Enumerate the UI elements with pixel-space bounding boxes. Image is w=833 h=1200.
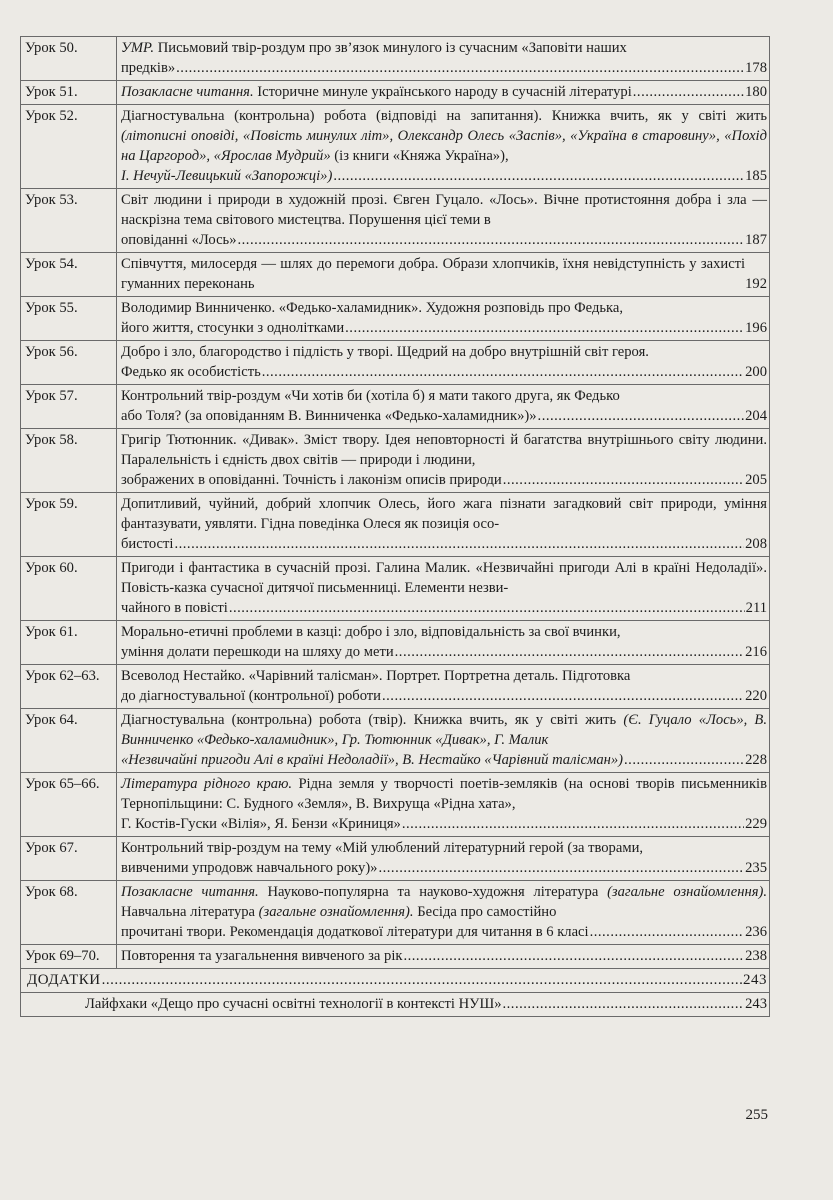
lesson-description: Література рідного краю. Рідна земля у творчості поетів-земляків (на основі творів письменників Тернопільщини: С. Будного «Земля», В. Вихруща «Рідна хата», Г. Костів-Гуски «Вілія», Я. Бензи «Криниця» ..... 229: [117, 773, 770, 837]
lesson-description: Григір Тютюнник. «Дивак». Зміст твору. Ідея неповторності й багатства внутрішнього світу людини. Паралельність і єдність двох світів — природи і людини, зображених в оповіданні. Точність і лаконізм описів природи ..... 205: [117, 429, 770, 493]
lesson-description: Володимир Винниченко. «Федько-халамидник». Художня розповідь про Федька, його життя, стосунки з однолітками ..... 196: [117, 297, 770, 341]
lesson-description: Допитливий, чуйний, добрий хлопчик Олесь, його жага пізнати загадковий світ природи, уміння фантазувати, уявляти. Гідна поведінка Олеся як позиція осо- бистості ..... 208: [117, 493, 770, 557]
lesson-label: Урок 64.: [21, 709, 117, 773]
lesson-row: [21, 881, 770, 945]
lesson-description: Діагностувальна (контрольна) робота (відповіді на запитання). Книжка вчить, як у світі жить (літописні оповіді, «Повість минулих літ», Олександр Олесь «Заспів», «Україна в старовину», «Похід на Царгород», «Ярослав Мудрий» (із книги «Княжа Україна»), І. Нечуй-Левицький «Запорожці») ..... 185: [117, 105, 770, 189]
lesson-description: Діагностувальна (контрольна) робота (твір). Книжка вчить, як у світі жить (Є. Гуцало «Лось», В. Винниченко «Федько-халамидник», Гр. Тютюнник «Дивак», Г. Малик «Незвичайні пригоди Алі в країні Недоладії», В. Нестайко «Чарівний талісман») ..... 228: [117, 709, 770, 773]
lesson-row: [21, 709, 770, 773]
page-ref: 236: [745, 924, 767, 940]
page-ref: 178: [745, 60, 767, 76]
lesson-label: Урок 56.: [21, 341, 117, 385]
lifehacks-cell: Лайфхаки «Дещо про сучасні освітні технології в контексті НУШ» ..... 243: [21, 993, 770, 1017]
lesson-label: Урок 53.: [21, 189, 117, 253]
lesson-row: [21, 37, 770, 81]
page-ref: 243: [743, 972, 767, 988]
lesson-label: Урок 67.: [21, 837, 117, 881]
lesson-label: Урок 69–70.: [21, 945, 117, 969]
lesson-row: [21, 189, 770, 253]
lesson-row: [21, 945, 770, 969]
lesson-description: Повторення та узагальнення вивченого за рік ..... 238: [117, 945, 770, 969]
lesson-label: Урок 58.: [21, 429, 117, 493]
page-ref: 220: [745, 688, 767, 704]
page-ref: 187: [745, 232, 767, 248]
lesson-label: Урок 65–66.: [21, 773, 117, 837]
page-ref: 216: [745, 644, 767, 660]
lesson-description: Пригоди і фантастика в сучасній прозі. Галина Малик. «Незвичайні пригоди Алі в країні Недоладії». Повість-казка сучасної дитячої письменниці. Елементи незви- чайного в повісті ..... 211: [117, 557, 770, 621]
lesson-label: Урок 59.: [21, 493, 117, 557]
lesson-description: Співчуття, милосердя — шлях до перемоги добра. Образи хлопчиків, їхня невідступність у захисті гуманних переконань 192: [117, 253, 770, 297]
page-ref: 211: [745, 600, 767, 616]
table-of-contents: [20, 36, 770, 1017]
page-ref: 204: [745, 408, 767, 424]
lesson-row: [21, 773, 770, 837]
lesson-row: [21, 665, 770, 709]
lesson-row: [21, 385, 770, 429]
lesson-label: Урок 57.: [21, 385, 117, 429]
page-ref: 243: [745, 996, 767, 1012]
lesson-row: [21, 493, 770, 557]
page-ref: 196: [745, 320, 767, 336]
lesson-row: [21, 81, 770, 105]
lesson-label: Урок 61.: [21, 621, 117, 665]
lesson-label: Урок 54.: [21, 253, 117, 297]
page-number: 255: [745, 1107, 768, 1123]
lesson-description: Всеволод Нестайко. «Чарівний талісман». Портрет. Портретна деталь. Підготовка до діагностувальної (контрольної) роботи ..... 220: [117, 665, 770, 709]
page-ref: 192: [745, 276, 767, 292]
lesson-description: УМР. Письмовий твір-роздум про зв’язок минулого із сучасним «Заповіти наших предків» ..... 178: [117, 37, 770, 81]
lesson-row: [21, 341, 770, 385]
lesson-row: [21, 105, 770, 189]
appendix-row: [21, 969, 770, 993]
lesson-label: Урок 51.: [21, 81, 117, 105]
page-ref: 208: [745, 536, 767, 552]
lesson-row: [21, 429, 770, 493]
lesson-label: Урок 55.: [21, 297, 117, 341]
page-ref: 205: [745, 472, 767, 488]
appendix-title: ДОДАТКИ: [27, 972, 101, 988]
lesson-row: [21, 253, 770, 297]
page-ref: 235: [745, 860, 767, 876]
lesson-label: Урок 60.: [21, 557, 117, 621]
page-ref: 185: [745, 168, 767, 184]
lesson-label: Урок 52.: [21, 105, 117, 189]
lesson-row: [21, 837, 770, 881]
lesson-row: [21, 557, 770, 621]
lesson-row: [21, 297, 770, 341]
lesson-description: Добро і зло, благородство і підлість у творі. Щедрий на добро внутрішній світ героя. Федько як особистість ..... 200: [117, 341, 770, 385]
lesson-description: Світ людини і природи в художній прозі. Євген Гуцало. «Лось». Вічне протистояння добра і зла — наскрізна тема світового мистецтва. Порушення цієї теми в оповіданні «Лось» ..... 187: [117, 189, 770, 253]
page-ref: 238: [745, 948, 767, 964]
lesson-description: Позакласне читання. Історичне минуле українського народу в сучасній літературі ..... 180: [117, 81, 770, 105]
lesson-description: Контрольний твір-роздум на тему «Мій улюблений літературний герой (за творами, вивченими упродовж навчального року)» ..... 235: [117, 837, 770, 881]
lesson-description: Позакласне читання. Науково-популярна та науково-художня література (загальне ознайомлення). Навчальна література (загальне ознайомлення). Бесіда про самостійно прочитані твори. Рекомендація додаткової літератури для читання в 6 класі ..... 236: [117, 881, 770, 945]
lesson-description: Морально-етичні проблеми в казці: добро і зло, відповідальність за свої вчинки, уміння долати перешкоди на шляху до мети ..... 216: [117, 621, 770, 665]
page-ref: 200: [745, 364, 767, 380]
lesson-row: [21, 621, 770, 665]
lesson-label: Урок 68.: [21, 881, 117, 945]
appendix-cell: [21, 969, 770, 993]
lesson-label: Урок 62–63.: [21, 665, 117, 709]
page-ref: 228: [745, 752, 767, 768]
lesson-label: Урок 50.: [21, 37, 117, 81]
lifehacks-row: [21, 993, 770, 1017]
lesson-description: Контрольний твір-роздум «Чи хотів би (хотіла б) я мати такого друга, як Федько або Толя? (за оповіданням В. Винниченка «Федько-халамидник»)» ..... 204: [117, 385, 770, 429]
page-ref: 229: [745, 816, 767, 832]
page-ref: 180: [745, 84, 767, 100]
